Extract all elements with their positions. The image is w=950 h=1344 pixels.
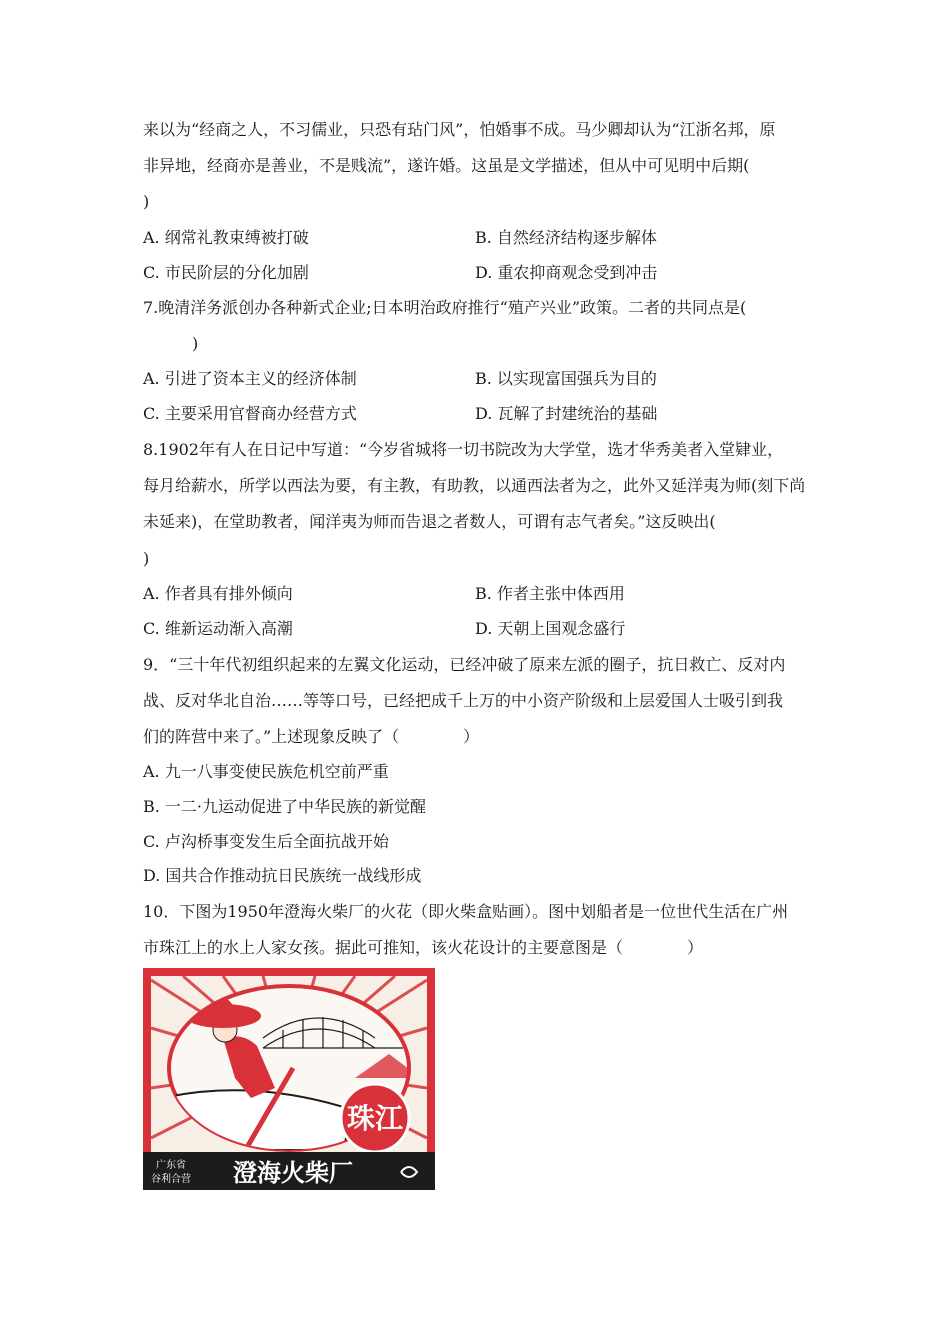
q8-line-1: 8.1902年有人在日记中写道：“今岁省城将一切书院改为大学堂，选才华秀美者入堂肄业， bbox=[143, 440, 784, 459]
q8-option-c: C. 维新运动渐入高潮 bbox=[143, 619, 293, 638]
brand-name: 澄海火柴厂 bbox=[233, 1159, 353, 1187]
banner-left-top: 广东省 bbox=[156, 1160, 186, 1171]
q9-line-3: 们的阵营中来了。”上述现象反映了（ ） bbox=[143, 727, 480, 746]
q8-option-d: D. 天朝上国观念盛行 bbox=[475, 619, 626, 638]
q7-option-c: C. 主要采用官督商办经营方式 bbox=[143, 404, 357, 423]
banner-left-bottom: 谷利合营 bbox=[151, 1174, 191, 1185]
q9-option-d: D. 国共合作推动抗日民族统一战线形成 bbox=[143, 866, 422, 885]
q9-option-c: C. 卢沟桥事变发生后全面抗战开始 bbox=[143, 832, 389, 851]
q7-option-d: D. 瓦解了封建统治的基础 bbox=[475, 404, 658, 423]
q6-line-3: ) bbox=[143, 192, 150, 211]
matchbox-label-image bbox=[143, 968, 435, 1190]
q9-option-b: B. 一二·九运动促进了中华民族的新觉醒 bbox=[143, 797, 427, 816]
q8-line-2: 每月给薪水，所学以西法为要，有主教，有助教，以通西法者为之，此外又延洋夷为师(刻下尚 bbox=[143, 476, 806, 495]
q9-line-2: 战、反对华北自治……等等口号，已经把成千上万的中小资产阶级和上层爱国人士吸引到我 bbox=[143, 691, 784, 710]
q9-option-a: A. 九一八事变使民族危机空前严重 bbox=[143, 762, 389, 781]
q10-line-2: 市珠江上的水上人家女孩。据此可推知，该火花设计的主要意图是（ ） bbox=[143, 938, 704, 957]
badge-text: 珠江 bbox=[346, 1102, 404, 1135]
q8-option-b: B. 作者主张中体西用 bbox=[475, 584, 625, 603]
q6-line-2: 非异地，经商亦是善业，不是贱流”，遂许婚。这虽是文学描述，但从中可见明中后期( bbox=[143, 156, 750, 175]
q9-line-1: 9．“三十年代初组织起来的左翼文化运动，已经冲破了原来左派的圈子，抗日救亡、反对内 bbox=[143, 655, 786, 674]
q6-option-d: D. 重农抑商观念受到冲击 bbox=[475, 263, 658, 282]
q8-line-4: ) bbox=[143, 549, 150, 568]
q6-line-1: 来以为“经商之人，不习儒业，只恐有玷门风”，怕婚事不成。马少卿却认为“江浙名邦，原 bbox=[143, 120, 776, 139]
q7-line-1: 7.晚清洋务派创办各种新式企业;日本明治政府推行“殖产兴业”政策。二者的共同点是( bbox=[143, 298, 747, 317]
q6-option-c: C. 市民阶层的分化加剧 bbox=[143, 263, 309, 282]
q7-line-2: ) bbox=[192, 334, 199, 353]
q8-line-3: 未延来)，在堂助教者，闻洋夷为师而告退之者数人，可谓有志气者矣。”这反映出( bbox=[143, 512, 716, 531]
q10-line-1: 10．下图为1950年澄海火柴厂的火花（即火柴盒贴画）。图中划船者是一位世代生活在广州 bbox=[143, 902, 789, 921]
q8-option-a: A. 作者具有排外倾向 bbox=[143, 584, 293, 603]
q7-option-b: B. 以实现富国强兵为目的 bbox=[475, 369, 657, 388]
q7-option-a: A. 引进了资本主义的经济体制 bbox=[143, 369, 357, 388]
q6-option-a: A. 纲常礼教束缚被打破 bbox=[143, 228, 309, 247]
q6-option-b: B. 自然经济结构逐步解体 bbox=[475, 228, 657, 247]
